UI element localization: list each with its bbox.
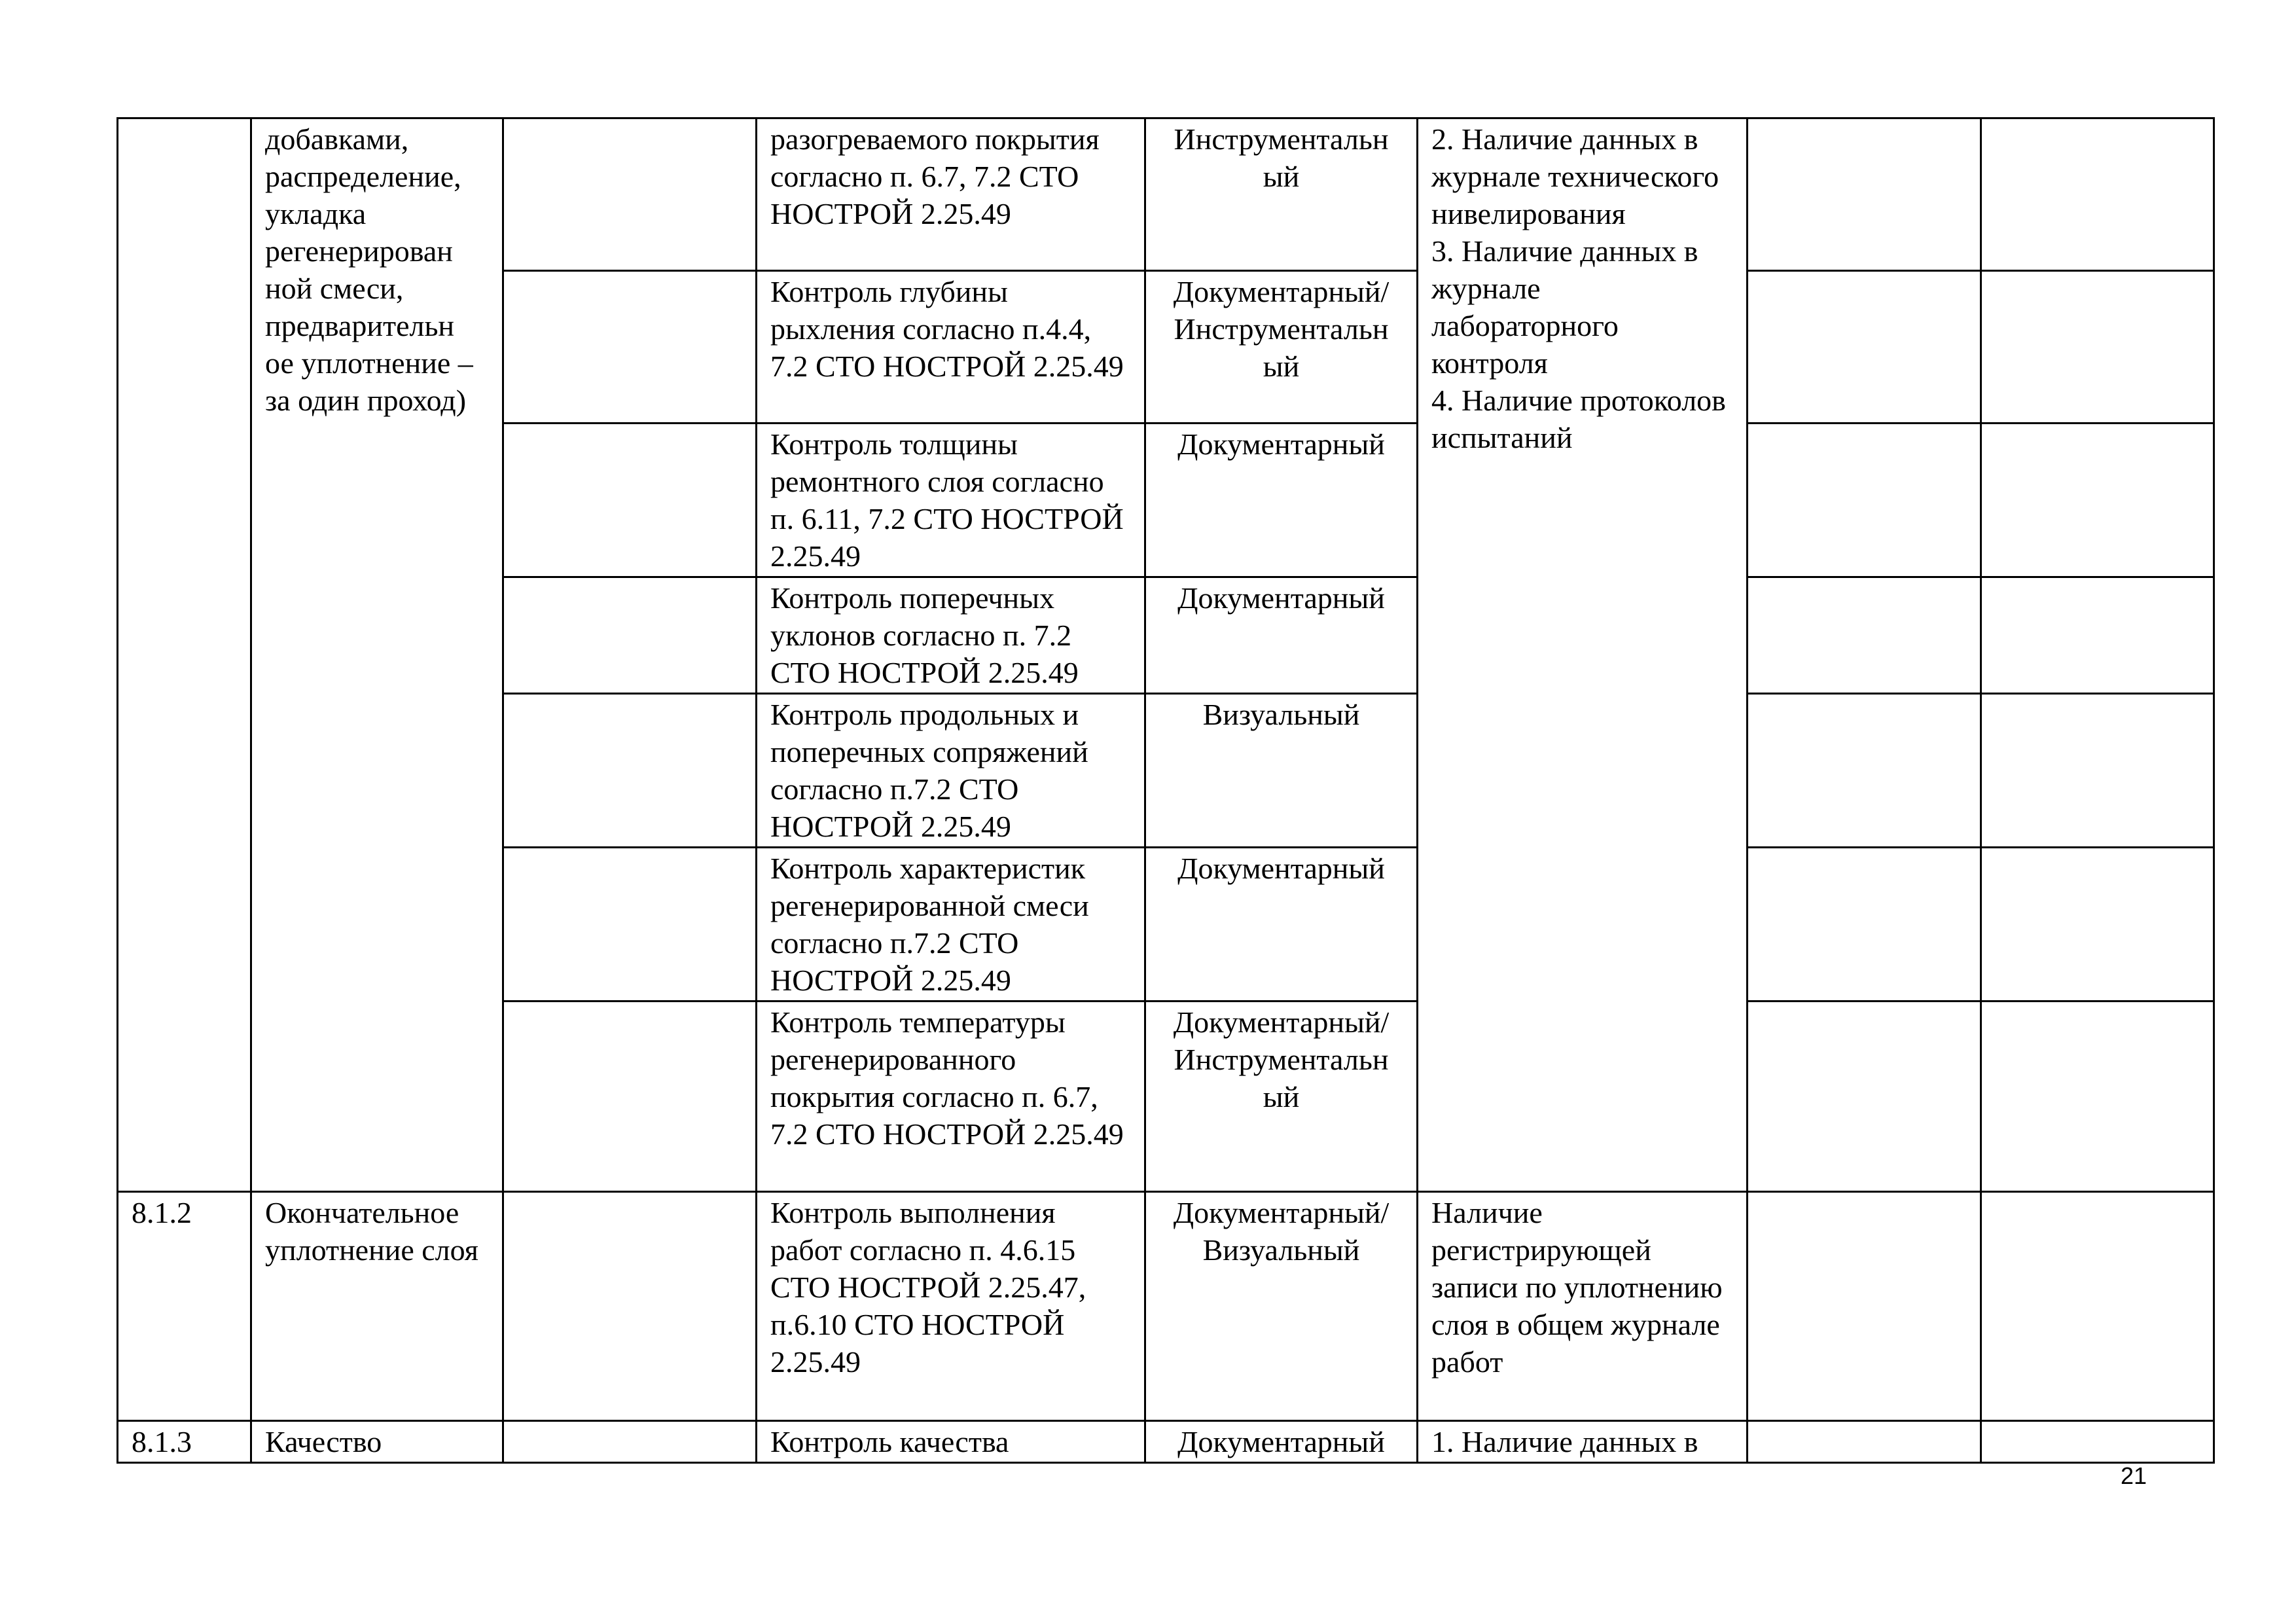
control-method-cell: Документарный/ Инструментальн ый — [1145, 271, 1418, 424]
control-method-cell: Визуальный — [1145, 694, 1418, 848]
control-description-cell: Контроль температуры регенерированного покрытия согласно п. 6.7, 7.2 СТО НОСТРОЙ 2.25.49 — [757, 1001, 1145, 1192]
empty-cell — [1748, 1421, 1981, 1463]
empty-cell — [503, 118, 757, 271]
control-method-cell: Инструментальн ый — [1145, 118, 1418, 271]
result-line: 2. Наличие данных в журнале технического нивелирования — [1431, 122, 1719, 230]
empty-cell — [1981, 848, 2214, 1001]
control-method-cell: Документарный — [1145, 424, 1418, 577]
control-description-cell: Контроль толщины ремонтного слоя согласно п. 6.11, 7.2 СТО НОСТРОЙ 2.25.49 — [757, 424, 1145, 577]
table-row-8-1-3 — [118, 1421, 2214, 1463]
empty-cell — [1981, 577, 2214, 694]
page-number: 21 — [2120, 1462, 2147, 1489]
empty-cell — [1981, 694, 2214, 848]
control-description-cell: Контроль характеристик регенерированной смеси согласно п.7.2 СТО НОСТРОЙ 2.25.49 — [757, 848, 1145, 1001]
control-method-cell: Документарный — [1145, 848, 1418, 1001]
control-method-cell: Документарный — [1145, 1421, 1418, 1463]
empty-cell — [1981, 271, 2214, 424]
control-description-cell: Контроль продольных и поперечных сопряжений согласно п.7.2 СТО НОСТРОЙ 2.25.49 — [757, 694, 1145, 848]
control-description-cell: разогреваемого покрытия согласно п. 6.7, 7.2 СТО НОСТРОЙ 2.25.49 — [757, 118, 1145, 271]
empty-cell — [503, 848, 757, 1001]
empty-cell — [503, 1192, 757, 1421]
table-row — [118, 118, 2214, 271]
empty-cell — [1981, 1421, 2214, 1463]
empty-cell — [503, 694, 757, 848]
result-line: 4. Наличие протоколов испытаний — [1431, 384, 1726, 454]
empty-cell — [1748, 1001, 1981, 1192]
work-name-cell: добавками, распределение, укладка регенерирован ной смеси, предварительн ое уплотнение – за один проход) — [251, 118, 503, 1192]
empty-cell — [1748, 577, 1981, 694]
control-method-cell: Документарный — [1145, 577, 1418, 694]
item-number-cell-empty — [118, 118, 251, 1192]
control-method-cell: Документарный/ Визуальный — [1145, 1192, 1418, 1421]
empty-cell — [503, 1421, 757, 1463]
empty-cell — [1981, 1192, 2214, 1421]
item-number-cell: 8.1.2 — [118, 1192, 251, 1421]
work-name-cell: Окончательное уплотнение слоя — [251, 1192, 503, 1421]
empty-cell — [1748, 424, 1981, 577]
empty-cell — [1981, 118, 2214, 271]
result-cell: 1. Наличие данных в — [1418, 1421, 1748, 1463]
control-description-cell: Контроль качества — [757, 1421, 1145, 1463]
quality-control-table — [117, 117, 2215, 1464]
empty-cell — [1748, 694, 1981, 848]
item-number-cell: 8.1.3 — [118, 1421, 251, 1463]
empty-cell — [1748, 271, 1981, 424]
empty-cell — [503, 577, 757, 694]
empty-cell — [1981, 424, 2214, 577]
control-method-cell: Документарный/ Инструментальн ый — [1145, 1001, 1418, 1192]
empty-cell — [1748, 1192, 1981, 1421]
empty-cell — [1748, 848, 1981, 1001]
empty-cell — [503, 271, 757, 424]
control-description-cell: Контроль глубины рыхления согласно п.4.4, 7.2 СТО НОСТРОЙ 2.25.49 — [757, 271, 1145, 424]
result-line: 3. Наличие данных в журнале лабораторного контроля — [1431, 234, 1698, 380]
empty-cell — [503, 1001, 757, 1192]
empty-cell — [1748, 118, 1981, 271]
control-description-cell: Контроль выполнения работ согласно п. 4.6.15 СТО НОСТРОЙ 2.25.47, п.6.10 СТО НОСТРОЙ 2.25.49 — [757, 1192, 1145, 1421]
empty-cell — [1981, 1001, 2214, 1192]
result-cell: Наличие регистрирующей записи по уплотнению слоя в общем журнале работ — [1418, 1192, 1748, 1421]
result-cell — [1418, 118, 1748, 1192]
control-description-cell: Контроль поперечных уклонов согласно п. 7.2 СТО НОСТРОЙ 2.25.49 — [757, 577, 1145, 694]
work-name-cell: Качество — [251, 1421, 503, 1463]
table-row-8-1-2 — [118, 1192, 2214, 1421]
empty-cell — [503, 424, 757, 577]
